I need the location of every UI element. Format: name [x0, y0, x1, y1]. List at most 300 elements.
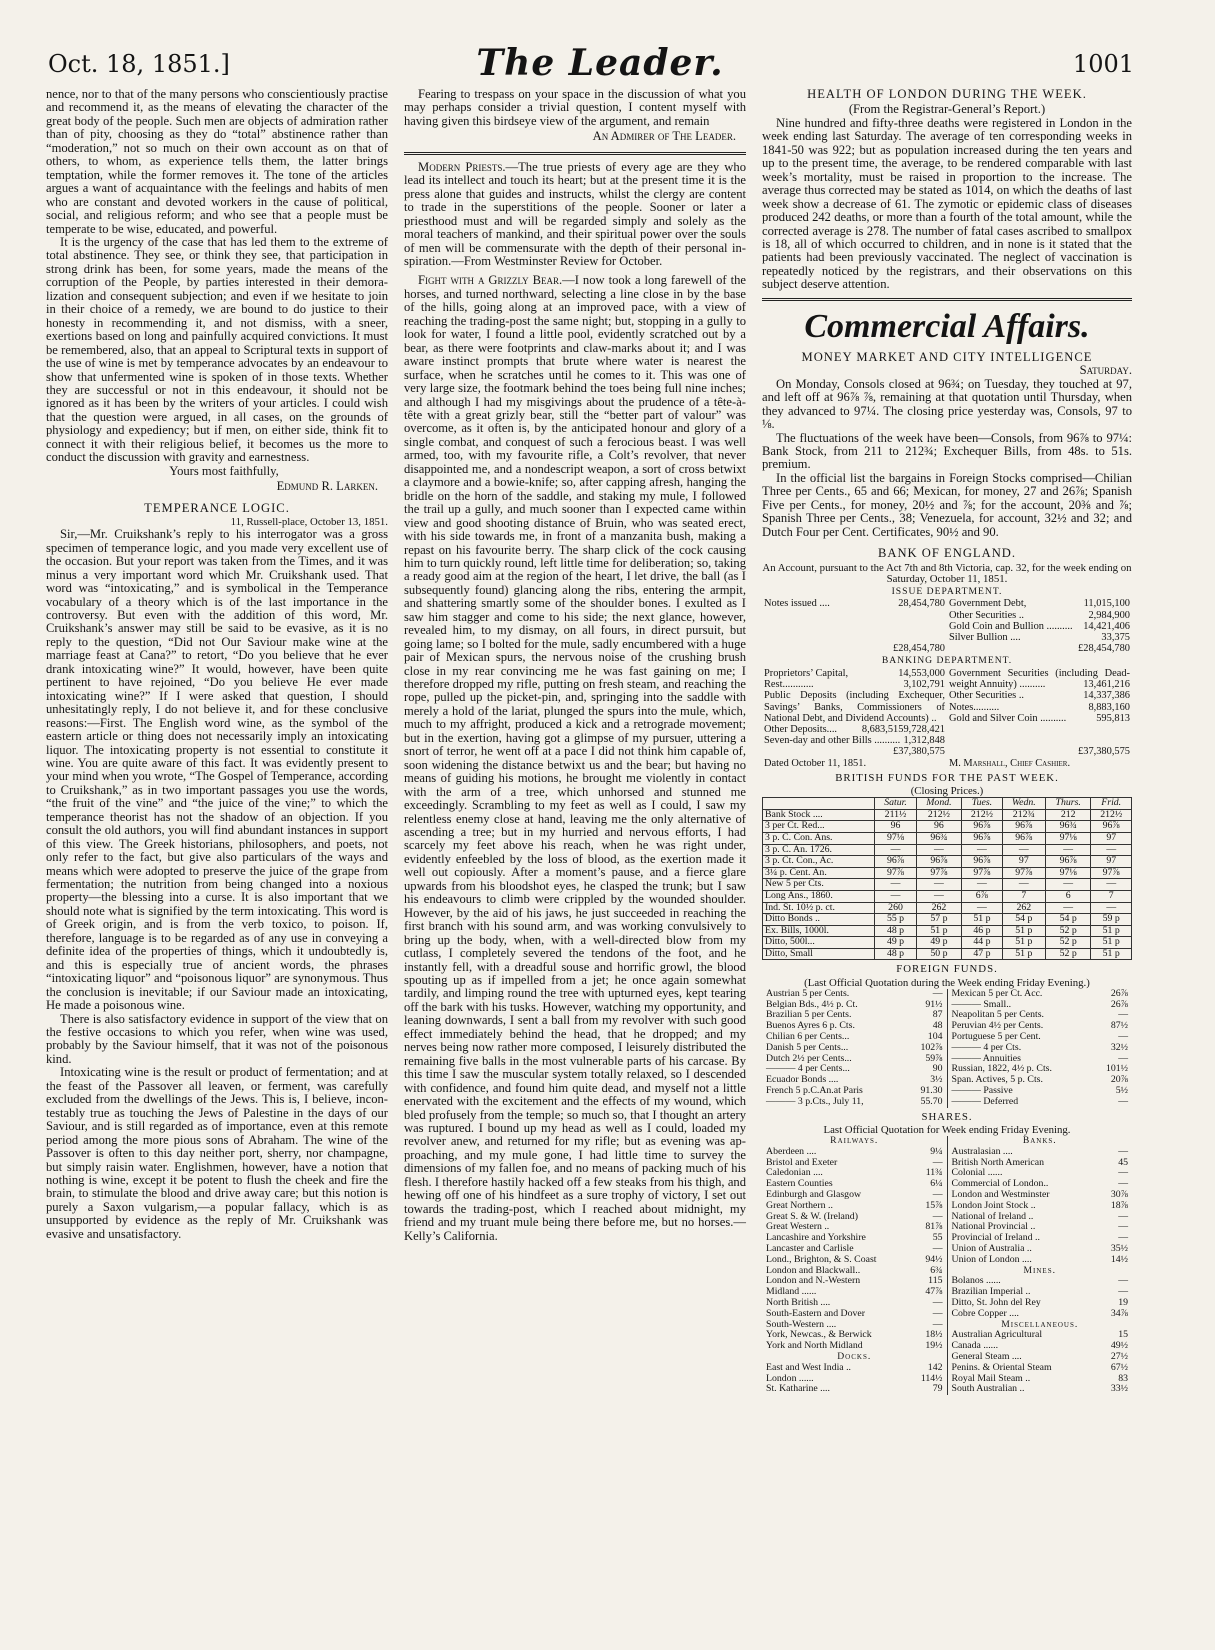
- row-value: 96⅞: [962, 832, 1003, 844]
- row-value: 91.30: [920, 1085, 943, 1097]
- row-value: 96⅞: [962, 856, 1003, 868]
- section-title: SHARES.: [921, 1110, 973, 1123]
- row-value: 6¾: [930, 1264, 943, 1276]
- row-value: 3,102,791: [903, 679, 945, 691]
- row-value: —: [1091, 844, 1132, 856]
- table-row: [949, 702, 1130, 713]
- row-label: ——— Passive: [951, 1085, 1013, 1097]
- subsection-title: Mines.: [1023, 1264, 1056, 1276]
- table-row: [764, 735, 945, 746]
- row-label: Royal Mail Steam ..: [951, 1372, 1031, 1384]
- list-item: [764, 1309, 945, 1320]
- row-value: 3½: [930, 1074, 943, 1086]
- row-label: 3 p. C. An. 1726.: [763, 844, 875, 856]
- row-label: Government Debt,: [949, 598, 1027, 610]
- row-value: 96¾: [1045, 821, 1090, 833]
- subsection-title: Miscellaneous.: [1001, 1318, 1079, 1330]
- table-row: [949, 632, 1130, 643]
- row-value: 211½: [875, 809, 916, 821]
- row-label: York, Newcas., & Berwick: [766, 1329, 872, 1341]
- row-label: Eastern Counties: [766, 1178, 833, 1190]
- row-value: 81⅞: [925, 1221, 943, 1233]
- row-value: 44 p: [962, 937, 1003, 949]
- row-value: 15: [1118, 1329, 1128, 1341]
- section-subtitle: (Closing Prices.): [910, 784, 984, 797]
- table-row: [763, 844, 1132, 856]
- row-value: 6⅞: [962, 890, 1003, 902]
- row-label: 3 per Ct. Red...: [763, 821, 875, 833]
- row-value: 33,375: [1101, 632, 1130, 644]
- row-value: 54 p: [1045, 914, 1090, 926]
- row-value: 96⅞: [1091, 821, 1132, 833]
- row-label: Dutch 2½ per Cents...: [766, 1052, 852, 1064]
- banking-right: [947, 668, 1132, 746]
- row-value: —: [1118, 1286, 1128, 1298]
- row-value: 262: [916, 902, 961, 914]
- list: [950, 1330, 1131, 1395]
- column-header: Wedn.: [1002, 798, 1045, 810]
- row-label: Union of Australia ..: [951, 1243, 1032, 1255]
- table-row: [763, 809, 1132, 821]
- row-value: 97: [1091, 856, 1132, 868]
- row-label: ——— Small..: [951, 998, 1012, 1010]
- row-value: 262: [1002, 902, 1045, 914]
- column-header: Mond.: [916, 798, 961, 810]
- row-value: —: [1118, 1210, 1128, 1222]
- row-value: 30⅞: [1110, 1189, 1128, 1201]
- row-value: 97⅞: [1002, 867, 1045, 879]
- row-value: 33½: [1110, 1383, 1128, 1395]
- row-value: 8,883,160: [1088, 701, 1130, 713]
- row-value: 15⅞: [925, 1199, 943, 1211]
- row-value: 97⅛: [1045, 867, 1090, 879]
- row-value: 97⅛: [1045, 832, 1090, 844]
- row-label: Ditto, Small: [763, 948, 875, 960]
- row-label: Provincial of Ireland ..: [951, 1232, 1040, 1244]
- table-row: [764, 598, 945, 609]
- banking-table: [762, 668, 1132, 769]
- foreign-funds-table: [762, 989, 1132, 1108]
- row-value: 51 p: [1002, 925, 1045, 937]
- article-paragraph: In the official list the bargains in Foreign Stocks comprised—Chilian Three per Cents., 65 and 66; Mexican, for money, 27 and 26⅞; Spanish Five per Cents., for money, 20½ and ⅞; for the account, 20⅜ and ⅞; Spanish Three per Cents., 38; Venezuela, for account, 32½ and 32; and Dutch Four per Cent. Certificates, 90½ and 90.: [762, 470, 1132, 539]
- row-value: 49 p: [916, 937, 961, 949]
- row-label: Buenos Ayres 6 p. Cts.: [766, 1020, 855, 1032]
- row-label: Notes..........: [949, 701, 1000, 713]
- row-value: —: [916, 890, 961, 902]
- article-lead: Modern Priests.: [418, 159, 506, 174]
- page-number: 1001: [1072, 50, 1134, 78]
- row-label: General Steam ....: [951, 1350, 1022, 1362]
- row-value: —: [1045, 902, 1090, 914]
- row-value: 19½: [925, 1340, 943, 1352]
- subsection-title: Railways.: [830, 1135, 879, 1147]
- section-subtitle: (From the Registrar-General’s Report.): [848, 102, 1046, 117]
- row-label: Cobre Copper ....: [951, 1307, 1019, 1319]
- row-value: —: [1118, 1221, 1128, 1233]
- row-value: —: [916, 879, 961, 891]
- row-value: 14,337,386: [1083, 690, 1130, 702]
- row-value: 49 p: [875, 937, 916, 949]
- row-value: 55 p: [875, 914, 916, 926]
- row-label: York and North Midland: [766, 1340, 863, 1352]
- letter-closing: Yours most faithfully,: [169, 463, 279, 478]
- row-label: London and N.-Western: [766, 1275, 861, 1287]
- row-label: Great S. & W. (Ireland): [766, 1210, 858, 1222]
- row-value: 96⅞: [1045, 856, 1090, 868]
- row-value: 52 p: [1045, 937, 1090, 949]
- subsection-title: Docks.: [837, 1350, 872, 1362]
- row-value: 97: [1091, 832, 1132, 844]
- foreign-right: [947, 989, 1132, 1108]
- row-value: —: [932, 1297, 943, 1308]
- section-subtitle: (Last Official Quotation during the Week ending Friday Evening.): [804, 976, 1090, 989]
- row-label: ——— 4 per Cts.: [951, 1041, 1022, 1053]
- row-value: 9¼: [930, 1145, 943, 1157]
- row-value: 47 p: [962, 948, 1003, 960]
- row-value: 212¾: [1002, 809, 1045, 821]
- row-label: Other Deposits....: [764, 723, 838, 735]
- section-title: BANK OF ENGLAND.: [877, 546, 1017, 561]
- list-item: [764, 1097, 945, 1108]
- row-label: South-Eastern and Dover: [766, 1307, 866, 1319]
- row-value: 8,683,515: [861, 723, 904, 735]
- letter-paragraph: Intoxicating wine is the result or product of fermentation; and at the feast of the Passover all leaven, or ferment, was carefully excluded from the dwellings of the Jews. This is, I believe, incontestably true as touching the Jews of Palestine in the days of our Saviour, and is still regarded as of importance, even at this remote period among the more pious sons of Abraham. The wine of the Passover is often to this day neither port, sherry, nor champagne, but simply raisin water. Englishmen, however, have a notion that nothing is wine, except it be potent to flush the cheek and fire the brain, to stimulate the blood and drive away care; but this notion is purely a Saxon vulgarism,—a popular fallacy, which is as unsupported by evidence as the reply of Mr. Cruikshank was evasive and unsatisfactory.: [46, 1065, 388, 1241]
- row-label: Chilian 6 per Cents...: [766, 1031, 850, 1043]
- divider: [404, 152, 746, 155]
- row-value: 19: [1118, 1297, 1128, 1308]
- row-value: —: [1118, 1275, 1128, 1287]
- table-row: [763, 937, 1132, 949]
- row-value: 47⅞: [925, 1286, 943, 1298]
- row-value: —: [932, 1156, 943, 1168]
- row-label: Gold and Silver Coin ..........: [949, 712, 1067, 724]
- row-label: Great Western ..: [766, 1221, 830, 1233]
- row-value: 97⅞: [916, 867, 961, 879]
- section-subtitle: An Account, pursuant to the Act 7th and 8th Victoria, cap. 32, for the week ending on Saturday, October 11, 1851.: [762, 561, 1132, 585]
- row-label: 3¼ p. Cent. An.: [763, 867, 875, 879]
- row-value: 51 p: [916, 925, 961, 937]
- row-value: —: [932, 1307, 943, 1319]
- article-lead: Fight with a Grizzly Bear.: [418, 273, 563, 288]
- banking-left: [762, 668, 947, 746]
- row-value: 94½: [925, 1253, 943, 1265]
- row-value: 18⅞: [1110, 1199, 1128, 1211]
- list-item: [764, 1255, 945, 1266]
- shares-table: [762, 1136, 1132, 1395]
- table-row: [763, 902, 1132, 914]
- subsection-title: Banks.: [1022, 1135, 1057, 1147]
- row-label: French 5 p.C.An.at Paris: [766, 1085, 863, 1097]
- row-value: 7: [1002, 890, 1045, 902]
- row-label: Australian Agricultural: [951, 1329, 1043, 1341]
- list-item: [950, 1309, 1131, 1320]
- table-total: £28,454,780: [893, 643, 945, 655]
- table-row: [949, 610, 1130, 621]
- row-label: Edinburgh and Glasgow: [766, 1189, 862, 1201]
- column-2: [404, 88, 746, 1243]
- row-value: 2,984,900: [1088, 609, 1130, 621]
- row-label: 3 p. Ct. Con., Ac.: [763, 856, 875, 868]
- row-value: 52 p: [1045, 925, 1090, 937]
- section-title: TEMPERANCE LOGIC.: [144, 500, 290, 515]
- row-label: Great Northern ..: [766, 1199, 833, 1211]
- row-label: East and West India ..: [766, 1361, 852, 1373]
- row-label: Public Deposits (including Exchequer, Savings’ Banks, Commissioners of National Debt, and Dividend Accounts) ..: [764, 690, 945, 724]
- row-value: 97⅞: [1091, 867, 1132, 879]
- row-value: 49½: [1110, 1340, 1128, 1352]
- row-value: 79: [932, 1383, 943, 1395]
- table-total: £37,380,575: [893, 746, 945, 758]
- row-label: Lancaster and Carlisle: [766, 1243, 854, 1255]
- row-value: 48 p: [875, 925, 916, 937]
- row-value: 50 p: [916, 948, 961, 960]
- section-subtitle: Last Official Quotation for Week ending Friday Evening.: [823, 1123, 1071, 1136]
- list-item: [950, 1201, 1131, 1212]
- row-value: 51 p: [1002, 937, 1045, 949]
- row-label: ——— Deferred: [951, 1095, 1019, 1107]
- letter-paragraph: It is the urgency of the case that has led them to the extreme of total abstinence. They see, or think they see, that participation in strong drink has been, for some years, made the means of the corruption of the People, by parties interested in their demoralization and consequent subjection; and even if we hesitate to join in their choice of a remedy, we are bound to do justice to their honesty in recommending it, and not dismiss, with a sneer, exertions based on long and painfully acquired convictions. It must be remembered, also, that an appeal to Scriptural texts in support of the use of wine is met by temperance advocates by an endeavour to show that unfermented wine is spoken of in those texts. Whether they are successful or not in this endeavour, it should not be ignored as it has been by the writers of your articles. I could wish that the question were argued, in all cases, on the grounds of physiology and expediency; but if men, on either side, think fit to connect it with their religious belief, it becomes us the more to conduct the discussion with gravity and earnestness.: [46, 234, 388, 465]
- row-value: 51 p: [1091, 937, 1132, 949]
- list-item: [764, 1201, 945, 1212]
- row-value: 55.70: [920, 1095, 943, 1107]
- row-value: —: [1118, 1031, 1128, 1043]
- row-label: Rest............: [764, 679, 814, 691]
- row-label: London ......: [766, 1372, 814, 1384]
- row-value: —: [1118, 1052, 1128, 1064]
- british-funds-table: [762, 797, 1132, 960]
- row-value: 51 p: [1091, 948, 1132, 960]
- row-value: 114½: [920, 1372, 943, 1384]
- row-label: Proprietors’ Capital,: [764, 667, 849, 679]
- row-value: 104: [927, 1031, 943, 1043]
- row-label: Lancashire and Yorkshire: [766, 1232, 866, 1244]
- row-label: Lond., Brighton, & S. Coast: [766, 1253, 877, 1265]
- row-value: 87: [932, 1009, 943, 1021]
- foreign-left: [762, 989, 947, 1108]
- row-value: —: [1002, 879, 1045, 891]
- article-text: —The true priests of every age are they who lead its intellect and touch its heart; but at the present time it is the press alone that guides and instructs, whilst the clergy are content to trade in the superstitions of the people. Sooner or later a priesthood must and will be regarded simply and solely as the moral teachers of mankind, and their spiritual power over the souls of men will be commensurate with the depth of their personal inspiration.—From Westminster Review for October.: [404, 159, 747, 268]
- row-value: 67½: [1110, 1361, 1128, 1373]
- row-label: Ditto Bonds ..: [763, 914, 875, 926]
- row-value: 96: [875, 821, 916, 833]
- row-value: 51 p: [1002, 948, 1045, 960]
- row-value: 26⅞: [1110, 987, 1128, 999]
- row-label: Midland ......: [766, 1286, 817, 1298]
- row-label: National of Ireland ..: [951, 1210, 1034, 1222]
- article-paragraph: [404, 161, 746, 269]
- row-value: —: [1118, 1167, 1128, 1179]
- row-value: 26⅞: [1110, 998, 1128, 1010]
- list-item: [764, 1363, 945, 1374]
- row-value: 51 p: [962, 914, 1003, 926]
- article-paragraph: Nine hundred and fifty-three deaths were registered in London in the week ending last Saturday. The average of ten corresponding weeks in 1841-50 was 922; but as population increased during the ten years and up to the present time, the average, to be rendered comparable with last week’s mortality, must be raised in proportion to the increase. The average thus corrected may be stated as 1014, on which the deaths of last week show a decrease of 61. The zymotic or epidemic class of diseases produced 242 deaths, or more than a fourth of the total amount, while the corrected average is 278. The number of fatal cases ascribed to smallpox is 18, all of which occurred to children, and in none is it stated that the patients had been previously vaccinated. The neglect of vaccination is repeatedly noticed by the registrars, and their observations on this subject deserve attention.: [762, 115, 1132, 292]
- row-value: 97: [1002, 856, 1045, 868]
- row-label: Span. Actives, 5 p. Cts.: [951, 1074, 1043, 1086]
- row-label: Ecuador Bonds ....: [766, 1074, 839, 1086]
- table-row: [764, 668, 945, 679]
- row-value: 52 p: [1045, 948, 1090, 960]
- row-value: 14,553,000: [898, 667, 945, 679]
- row-label: South Australian ..: [951, 1383, 1025, 1395]
- section-title: FOREIGN FUNDS.: [896, 963, 998, 976]
- row-value: 32½: [1110, 1041, 1128, 1053]
- row-label: London Joint Stock ..: [951, 1199, 1036, 1211]
- issue-date: Oct. 18, 1851.]: [48, 50, 230, 78]
- row-value: 212: [1045, 809, 1090, 821]
- row-label: Ditto, 500l...: [763, 937, 875, 949]
- issue-table: [762, 598, 1132, 654]
- row-value: 14,421,406: [1083, 620, 1130, 632]
- row-value: 1,312,848: [903, 735, 945, 747]
- row-value: 48: [932, 1020, 943, 1032]
- letter-address: 11, Russell-place, October 13, 1851.: [230, 516, 388, 529]
- row-label: Australasian ....: [951, 1145, 1013, 1157]
- row-label: London and Blackwall..: [766, 1264, 861, 1276]
- letter-paragraph: Fearing to trespass on your space in the discussion of what you may perhaps consider a trivial question, I content myself with having given this birdseye view of the argument, and remain: [404, 87, 746, 128]
- row-label: Colonial ......: [951, 1167, 1003, 1179]
- row-value: 97⅞: [875, 867, 916, 879]
- row-value: 96⅞: [1002, 821, 1045, 833]
- row-label: Peruvian 4½ per Cents.: [951, 1020, 1044, 1032]
- row-value: —: [1118, 1232, 1128, 1244]
- row-value: —: [932, 1318, 943, 1330]
- article-text: —I now took a long farewell of the horses, and turned northward, selecting a line close in by the base of the hills, going along at an improved pace, with a view of reaching the trading-post the same night; but, stopping in a gully to look for water, I found a little pool, evidently scratched out by a bear, as there were footprints and claw-marks about it; and I was aware instinct prompts that brute where water is nearest the surface, when he scratches until he comes to it. This was one of very large size, the footmark behind the toes being full nine inches; and although I had my misgivings about the prudence of a tête-à-tête with a great grizly bear, still the “better part of valour” was overcome, as it often is, by the anticipated honour and glory of a single combat, and conquest of such a ferocious beast. I was well armed, too, with my favourite rifle, a Colt’s revolver, that never disappointed me, and a nondescript weapon, a sort of cross betwixt a claymore and a bowie-knife; so, after capping afresh, hanging the bridle on the horn of the saddle, and staking my mule, I followed the trail up a gully, and much sooner than I expected came within view and good shooting distance of Bruin, who was seated erect, with his side towards me, in front of a manzanita bush, making a repast on his favourite berry. The sharp click of the cock causing him to turn quickly round, left little time for deliberation; so, taking a ready good aim at the region of the heart, I let drive, the ball (as I subsequently found) glancing along the ribs, entering the armpit, and shattering smartly some of the shoulder bones. I exulted as I saw him stagger and come to his side; the next glance, however, revealed him, to my dismay, on all fours, in direct pursuit, but going lame; so I bolted for the mule, sadly encumbered with a huge pair of Mexican spurs, the nervous noise of the crushing brush close in my rear convincing me he was fast gaining on me; I therefore dropped my rifle, putting on fresh steam, and reaching the rope, pulled up the picket-pin, and, springing into the saddle with merely a hold of the lariat, plunged the spurs into the mule, which, much to my affright, produced a kick and a retrograde movement; but in the exertion, having got a glimpse of my pursuer, uttering a snort of terror, he went off at a pace I did not think him capable of, soon widening the distance betwixt us and the bear; but having no means of guiding his motions, he brought me violently in contact with the arm of a tree, which unhorsed and stunned me exceedingly. Scrambling to my feet as well as I could, I saw my relentless enemy close at hand, leaving me the only alternative of ascending a tree; but in my hurried and nervous efforts, I had scarcely my feet above his reach, when he was right under, evidently enfeebled by the loss of blood, as the exertion made it well out copiously. After a moment’s pause, and a fierce glare upwards from his bloodshot eyes, he clasped the trunk; but I saw his endeavours to climb were crippled by the wounded shoulder. However, by the aid of his jaws, he just succeeded in reaching the first branch with his sound arm, and was working convulsively to bring up the body, when, with a well-directed blow from my cutlass, I completely severed the tendons of the foot, and he instantly fell, with a dreadful souse and horrific growl, the blood spouting up as if impelled from a jet; he once again somewhat tardily, and limping round the tree with upturned eyes, kept tearing off the bark with his tusks. However, watching my opportunity, and leaning downwards, I sent a ball from my revolver with such good effect immediately behind the head, that he dropped; and my nerves being now rather more composed, I leisurely distributed the remaining five balls in the most vulnerable parts of his carcase. By this time I saw the muscular system totally relaxed, so I descended with confidence, and found him quite dead, and myself not a little enervated with the excitement and the effects of my wound, which bled profusely from the temple; so much so, that I thought an artery was ruptured. I bound up my head as well as I could, loaded my revolver anew, and returned for my rifle; but as evening was approaching, and my mule gone, I had little time to survey the dimensions of my fallen foe, and no means of packing much of his flesh. I therefore hastily hacked off a few steaks from his thigh, and hewing off one of his hindfeet as a sure trophy of victory, I set out towards the trading-post, which I reached about midnight, my friend and my truant mule being there before me, but no horses.—Kelly’s California.: [404, 273, 746, 1243]
- table-row: [763, 821, 1132, 833]
- list: [764, 989, 945, 1108]
- row-label: ——— 4 per Cents...: [766, 1063, 850, 1075]
- row-value: —: [932, 1243, 943, 1255]
- table-row: [949, 598, 1130, 609]
- bank-dated: Dated October 11, 1851.: [764, 757, 867, 769]
- row-value: 7: [1091, 890, 1132, 902]
- row-value: 91½: [925, 998, 943, 1010]
- column-header: Frid.: [1091, 798, 1132, 810]
- row-value: 97⅛: [875, 832, 916, 844]
- letter-paragraph: There is also satisfactory evidence in support of the view that on the festive occasions to which you refer, when wine was used, probably by the Saviour himself, that it was not of the poisonous kind.: [46, 1011, 388, 1066]
- row-value: —: [916, 844, 961, 856]
- row-value: 11¾: [925, 1167, 943, 1179]
- row-value: 46 p: [962, 925, 1003, 937]
- table-header-row: [763, 798, 1132, 810]
- row-value: 97⅞: [962, 867, 1003, 879]
- row-value: 6¼: [930, 1178, 943, 1190]
- list: [764, 1147, 945, 1352]
- row-label: British North American: [951, 1156, 1045, 1168]
- table-row: [763, 948, 1132, 960]
- row-value: 115: [928, 1275, 943, 1287]
- row-label: National Provincial ..: [951, 1221, 1036, 1233]
- list: [950, 1147, 1131, 1266]
- row-label: Ex. Bills, 1000l.: [763, 925, 875, 937]
- row-value: 83: [1118, 1372, 1128, 1384]
- row-value: 5½: [1115, 1085, 1128, 1097]
- letter-paragraph: nence, nor to that of the many persons who conscientiously practise and recommend it, as the means of elevating the character of the great body of the people. Such men are objects of admiration rather than of pity, choosing as they do “total” abstinence rather than “moderation,” not so much on their own account as on that of others, to whom, as experience tells them, the latter brings temptation, while the former removes it. The tone of the articles argues a want of acquaintance with the feelings and habits of men who are constant and devoted workers in the cause of political, social, and religious reform; and who see that a people must be temperate to be wise, educated, and powerful.: [46, 87, 388, 236]
- row-value: 11,015,100: [1083, 598, 1130, 610]
- row-value: —: [932, 1189, 943, 1201]
- row-value: 96: [916, 821, 961, 833]
- table-row: [763, 856, 1132, 868]
- list: [764, 1363, 945, 1395]
- row-value: —: [1118, 1009, 1128, 1021]
- row-value: 18½: [925, 1329, 943, 1341]
- row-label: Silver Bullion ....: [949, 632, 1021, 644]
- table-row: [763, 879, 1132, 891]
- row-label: Other Securities ..: [949, 690, 1025, 702]
- row-label: Mexican 5 per Ct. Acc.: [951, 987, 1043, 999]
- column-3: [762, 88, 1132, 1395]
- row-label: Canada ......: [951, 1340, 999, 1352]
- row-label: Caledonian ....: [766, 1167, 823, 1179]
- row-label: Union of London ....: [951, 1253, 1032, 1265]
- table-total: £28,454,780: [1078, 643, 1130, 655]
- row-label: St. Katharine ....: [766, 1383, 830, 1395]
- article-paragraph: On Monday, Consols closed at 96¾; on Tuesday, they touched at 97, and left off at 96⅞ ⅞, remaining at that quotation until Thursday, when they advanced to 97¼. The closing price yesterday was, Consols, 97 to ⅛.: [762, 376, 1132, 432]
- commercial-heading: Commercial Affairs.: [804, 307, 1090, 345]
- table-row: [763, 925, 1132, 937]
- row-value: —: [875, 890, 916, 902]
- row-value: 102⅞: [920, 1041, 943, 1053]
- row-value: 87½: [1110, 1020, 1128, 1032]
- letter-signature: Edmund R. Larken.: [276, 479, 378, 494]
- table-heading: ISSUE DEPARTMENT.: [891, 586, 1003, 597]
- row-value: 54 p: [1002, 914, 1045, 926]
- row-label: Brazilian 5 per Cents.: [766, 1009, 852, 1021]
- row-value: 14½: [1110, 1253, 1128, 1265]
- row-value: 212½: [916, 809, 961, 821]
- row-value: —: [1118, 1178, 1128, 1190]
- row-value: —: [1118, 1145, 1128, 1157]
- row-label: Aberdeen ....: [766, 1145, 817, 1157]
- masthead-title: The Leader.: [476, 42, 724, 84]
- table-row: [764, 679, 945, 690]
- table-row: [763, 867, 1132, 879]
- section-title: BRITISH FUNDS FOR THE PAST WEEK.: [835, 771, 1059, 784]
- row-value: 96¾: [916, 832, 961, 844]
- row-value: —: [932, 987, 943, 999]
- row-value: —: [962, 844, 1003, 856]
- row-value: —: [962, 879, 1003, 891]
- letter-signature: An Admirer of The Leader.: [592, 129, 736, 144]
- row-value: 57 p: [916, 914, 961, 926]
- row-value: 55: [932, 1232, 943, 1244]
- article-paragraph: [404, 274, 746, 1243]
- row-value: 51 p: [1091, 925, 1132, 937]
- row-label: Penins. & Oriental Steam: [951, 1361, 1052, 1373]
- row-value: 28,454,780: [898, 598, 945, 610]
- row-value: 212½: [962, 809, 1003, 821]
- row-value: 9,728,421: [903, 723, 945, 735]
- list-item: [950, 1363, 1131, 1374]
- row-label: Bank Stock ....: [763, 809, 875, 821]
- row-value: 260: [875, 902, 916, 914]
- row-label: Government Securities (including Dead-weight Annuity) ..........: [949, 667, 1130, 691]
- row-label: Belgian Bds., 4½ p. Ct.: [766, 998, 858, 1010]
- row-value: 13,461,216: [1083, 679, 1130, 691]
- row-value: 96⅞: [962, 821, 1003, 833]
- row-value: 96⅞: [916, 856, 961, 868]
- row-label: Ind. St. 10½ p. ct.: [763, 902, 875, 914]
- list-item: [950, 1384, 1131, 1395]
- row-value: —: [875, 844, 916, 856]
- column-header: Tues.: [962, 798, 1003, 810]
- row-value: 35½: [1110, 1243, 1128, 1255]
- row-label: Austrian 5 per Cents.: [766, 987, 850, 999]
- table-row: [949, 621, 1130, 632]
- row-value: 48 p: [875, 948, 916, 960]
- shares-left: [762, 1136, 947, 1395]
- row-value: 59 p: [1091, 914, 1132, 926]
- row-label: Ditto, St. John del Rey: [951, 1297, 1041, 1308]
